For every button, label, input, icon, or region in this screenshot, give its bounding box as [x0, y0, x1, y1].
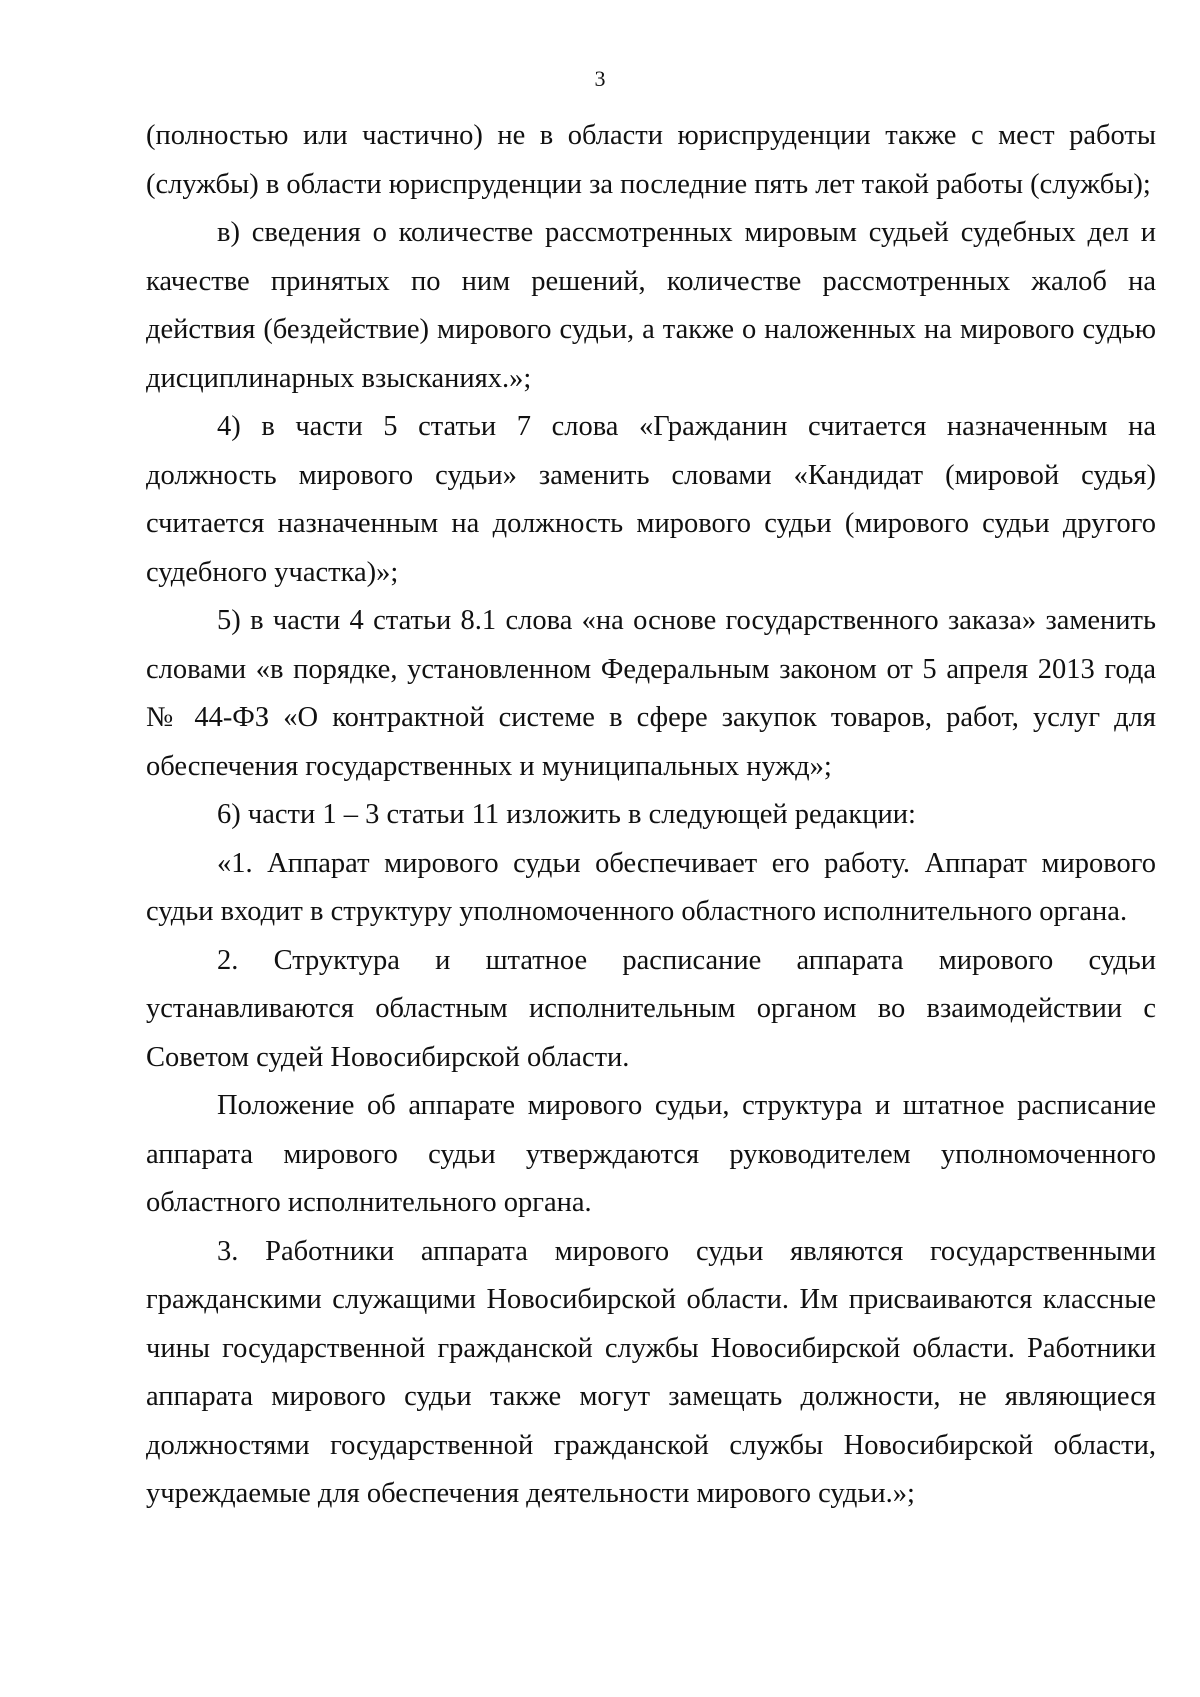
- paragraph-item-4: 4) в части 5 статьи 7 слова «Гражданин считается назначенным на должность мирового судьи» заменить словами «Кандидат (мировой судья) считается назначенным на должность мирового судьи (мирового судьи другого судебного участка)»;: [146, 411, 1156, 588]
- page-number: 3: [594, 66, 606, 91]
- paragraph-item-6: 6) части 1 – 3 статьи 11 изложить в следующей редакции:: [217, 799, 916, 830]
- paragraph-article-11-part-1: «1. Аппарат мирового судьи обеспечивает его работу. Аппарат мирового судьи входит в структуру уполномоченного областного исполнительного органа.: [146, 847, 1156, 927]
- paragraph-item-5: 5) в части 4 статьи 8.1 слова «на основе государственного заказа» заменить словами «в порядке, установленном Федеральным законом от 5 апреля 2013 года № 44-ФЗ «О контрактной системе в сфере закупок товаров, работ, услуг для обеспечения государственных и муниципальных нужд»;: [146, 605, 1156, 782]
- paragraph-article-11-part-3: 3. Работники аппарата мирового судьи являются государственными гражданскими служащими Новосибирской области. Им присваиваются классные чины государственной гражданской службы Новосибирской области. Работники аппарата мирового судьи также могут замещать должности, не являющиеся должностями государственной гражданской службы Новосибирской области, учреждаемые для обеспечения деятельности мирового судьи.»;: [146, 1235, 1156, 1509]
- document-body: [146, 112, 1156, 1519]
- paragraph-subitem-v: в) сведения о количестве рассмотренных мировым судьей судебных дел и качестве принятых по ним решений, количестве рассмотренных жалоб на действия (бездействие) мирового судьи, а также о наложенных на мирового судью дисциплинарных взысканиях.»;: [146, 217, 1156, 394]
- paragraph-article-11-part-2: 2. Структура и штатное расписание аппарата мирового судьи устанавливаются областным исполнительным органом во взаимодействии с Советом судей Новосибирской области.: [146, 944, 1156, 1073]
- paragraph-article-11-part-2-cont: Положение об аппарате мирового судьи, структура и штатное расписание аппарата мирового судьи утверждаются руководителем уполномоченного областного исполнительного органа.: [146, 1090, 1156, 1218]
- paragraph-continuation: (полностью или частично) не в области юриспруденции также с мест работы (службы) в области юриспруденции за последние пять лет такой работы (службы);: [146, 120, 1156, 200]
